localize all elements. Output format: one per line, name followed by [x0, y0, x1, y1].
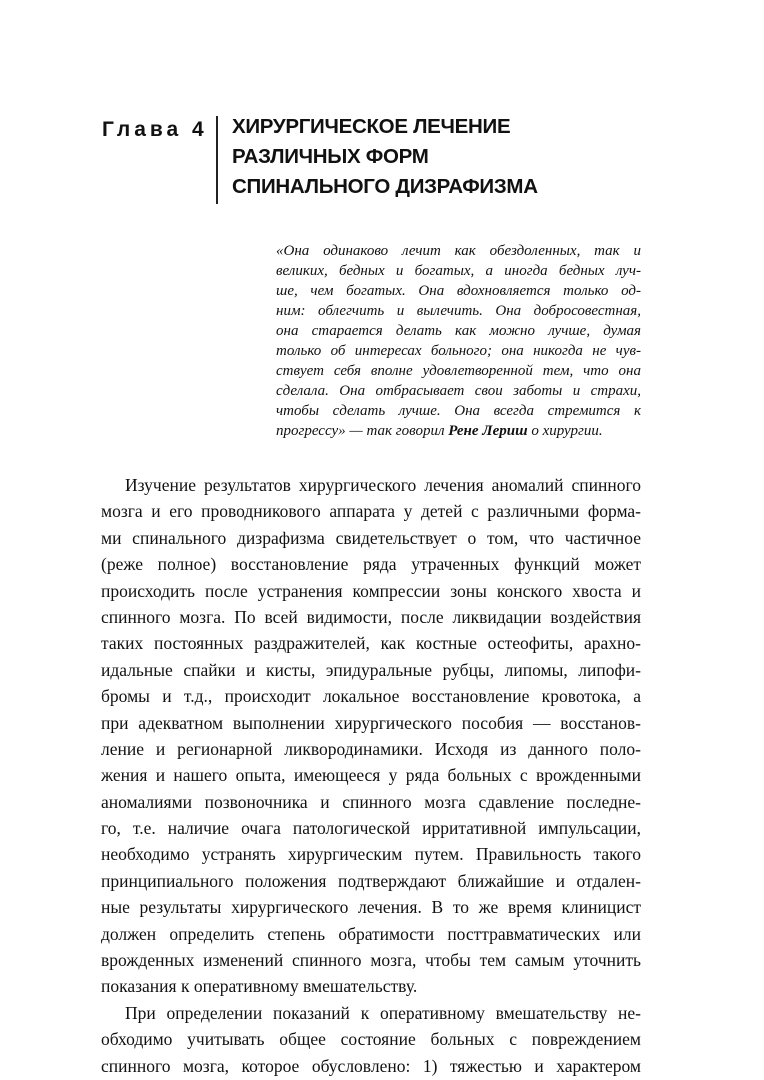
text-line: ные результаты хирургического лечения. В то же время клиницист — [101, 897, 641, 918]
text-line: показания к оперативному вмешательству. — [101, 976, 418, 997]
text-line: врожденных изменений спинного мозга, чтобы тем самым уточнить — [101, 950, 641, 971]
text-line: аномалиями позвоночника и спинного мозга сдавление последне- — [101, 791, 641, 812]
text-line: спинного мозга, которое обусловлено: 1) тяжестью и характером — [101, 1055, 641, 1076]
text-line: спинного мозга. По всей видимости, после ликвидации воздействия — [101, 606, 641, 627]
text-line: ми спинального дизрафизма свидетельствует о том, что частичное — [101, 527, 641, 548]
body-text — [101, 472, 641, 1079]
text-line: таких постоянных раздражителей, как костные остеофиты, арахно- — [101, 633, 641, 654]
chapter-heading — [102, 112, 702, 208]
text-line: при адекватном выполнении хирургического пособия — восстанов- — [101, 712, 641, 733]
epigraph-line: она старается делать как можно лучше, думая — [276, 323, 641, 339]
epigraph-line: «Она одинаково лечит как обездоленных, так и — [276, 243, 641, 259]
chapter-title-line: РАЗЛИЧНЫХ ФОРМ — [232, 145, 429, 168]
text-line: ление и регионарной ликвородинамики. Исходя из данного поло- — [101, 738, 641, 759]
text-line: бромы и т.д., происходит локальное восстановление кровотока, а — [101, 686, 641, 707]
epigraph-line: чтобы сделать лучше. Она всегда стремится к — [276, 403, 641, 419]
chapter-title-line: СПИНАЛЬНОГО ДИЗРАФИЗМА — [232, 175, 538, 198]
text-line: необходимо устранять хирургическим путем. Правильность такого — [101, 844, 641, 865]
epigraph-line: ше, чем богатых. Она вдохновляется только од- — [276, 283, 641, 299]
epigraph-line: великих, бедных и богатых, а иногда бедных луч- — [276, 263, 641, 279]
epigraph-author: Рене Лериш — [448, 423, 528, 439]
epigraph-line: сделала. Она отбрасывает свои заботы и страхи, — [276, 383, 641, 399]
text-line: (реже полное) восстановление ряда утраченных функций может — [101, 554, 641, 575]
text-line: должен определить степень обратимости посттравматических или — [101, 923, 641, 944]
epigraph-line: только об интересах больного; она никогда не чув- — [276, 343, 641, 359]
epigraph-line: ствует себя вполне удовлетворенной тем, что она — [276, 363, 641, 379]
paragraph — [101, 1000, 641, 1079]
text-line: обходимо учитывать общее состояние больных с повреждением — [101, 1029, 641, 1050]
epigraph-text: прогрессу» — так говорил — [276, 423, 449, 439]
text-line: происходить после устранения компрессии зоны конского хвоста и — [101, 580, 641, 601]
paragraph — [101, 472, 641, 1000]
text-line: Изучение результатов хирургического лечения аномалий спинного — [125, 475, 641, 495]
chapter-title-line: ХИРУРГИЧЕСКОЕ ЛЕЧЕНИЕ — [232, 115, 511, 138]
heading-divider — [216, 116, 218, 204]
text-line: мозга и его проводникового аппарата у детей с различными форма- — [101, 501, 641, 522]
epigraph-line: ним: облегчить и вылечить. Она добросовестная, — [276, 303, 641, 319]
epigraph — [276, 241, 641, 441]
chapter-title — [232, 112, 538, 202]
epigraph-attribution-line — [276, 421, 641, 441]
text-line: принципиального положения подтверждают ближайшие и отдален- — [101, 870, 641, 891]
text-line: го, т.е. наличие очага патологической ирритативной импульсации, — [101, 818, 641, 839]
text-line: идальные спайки и кисты, эпидуральные рубцы, липомы, липофи- — [101, 659, 641, 680]
chapter-number: Глава 4 — [102, 118, 208, 141]
text-line: жения и нашего опыта, имеющееся у ряда больных с врожденными — [101, 765, 641, 786]
text-line: При определении показаний к оперативному вмешательству не- — [125, 1002, 641, 1023]
epigraph-text: о хирургии. — [527, 423, 603, 439]
